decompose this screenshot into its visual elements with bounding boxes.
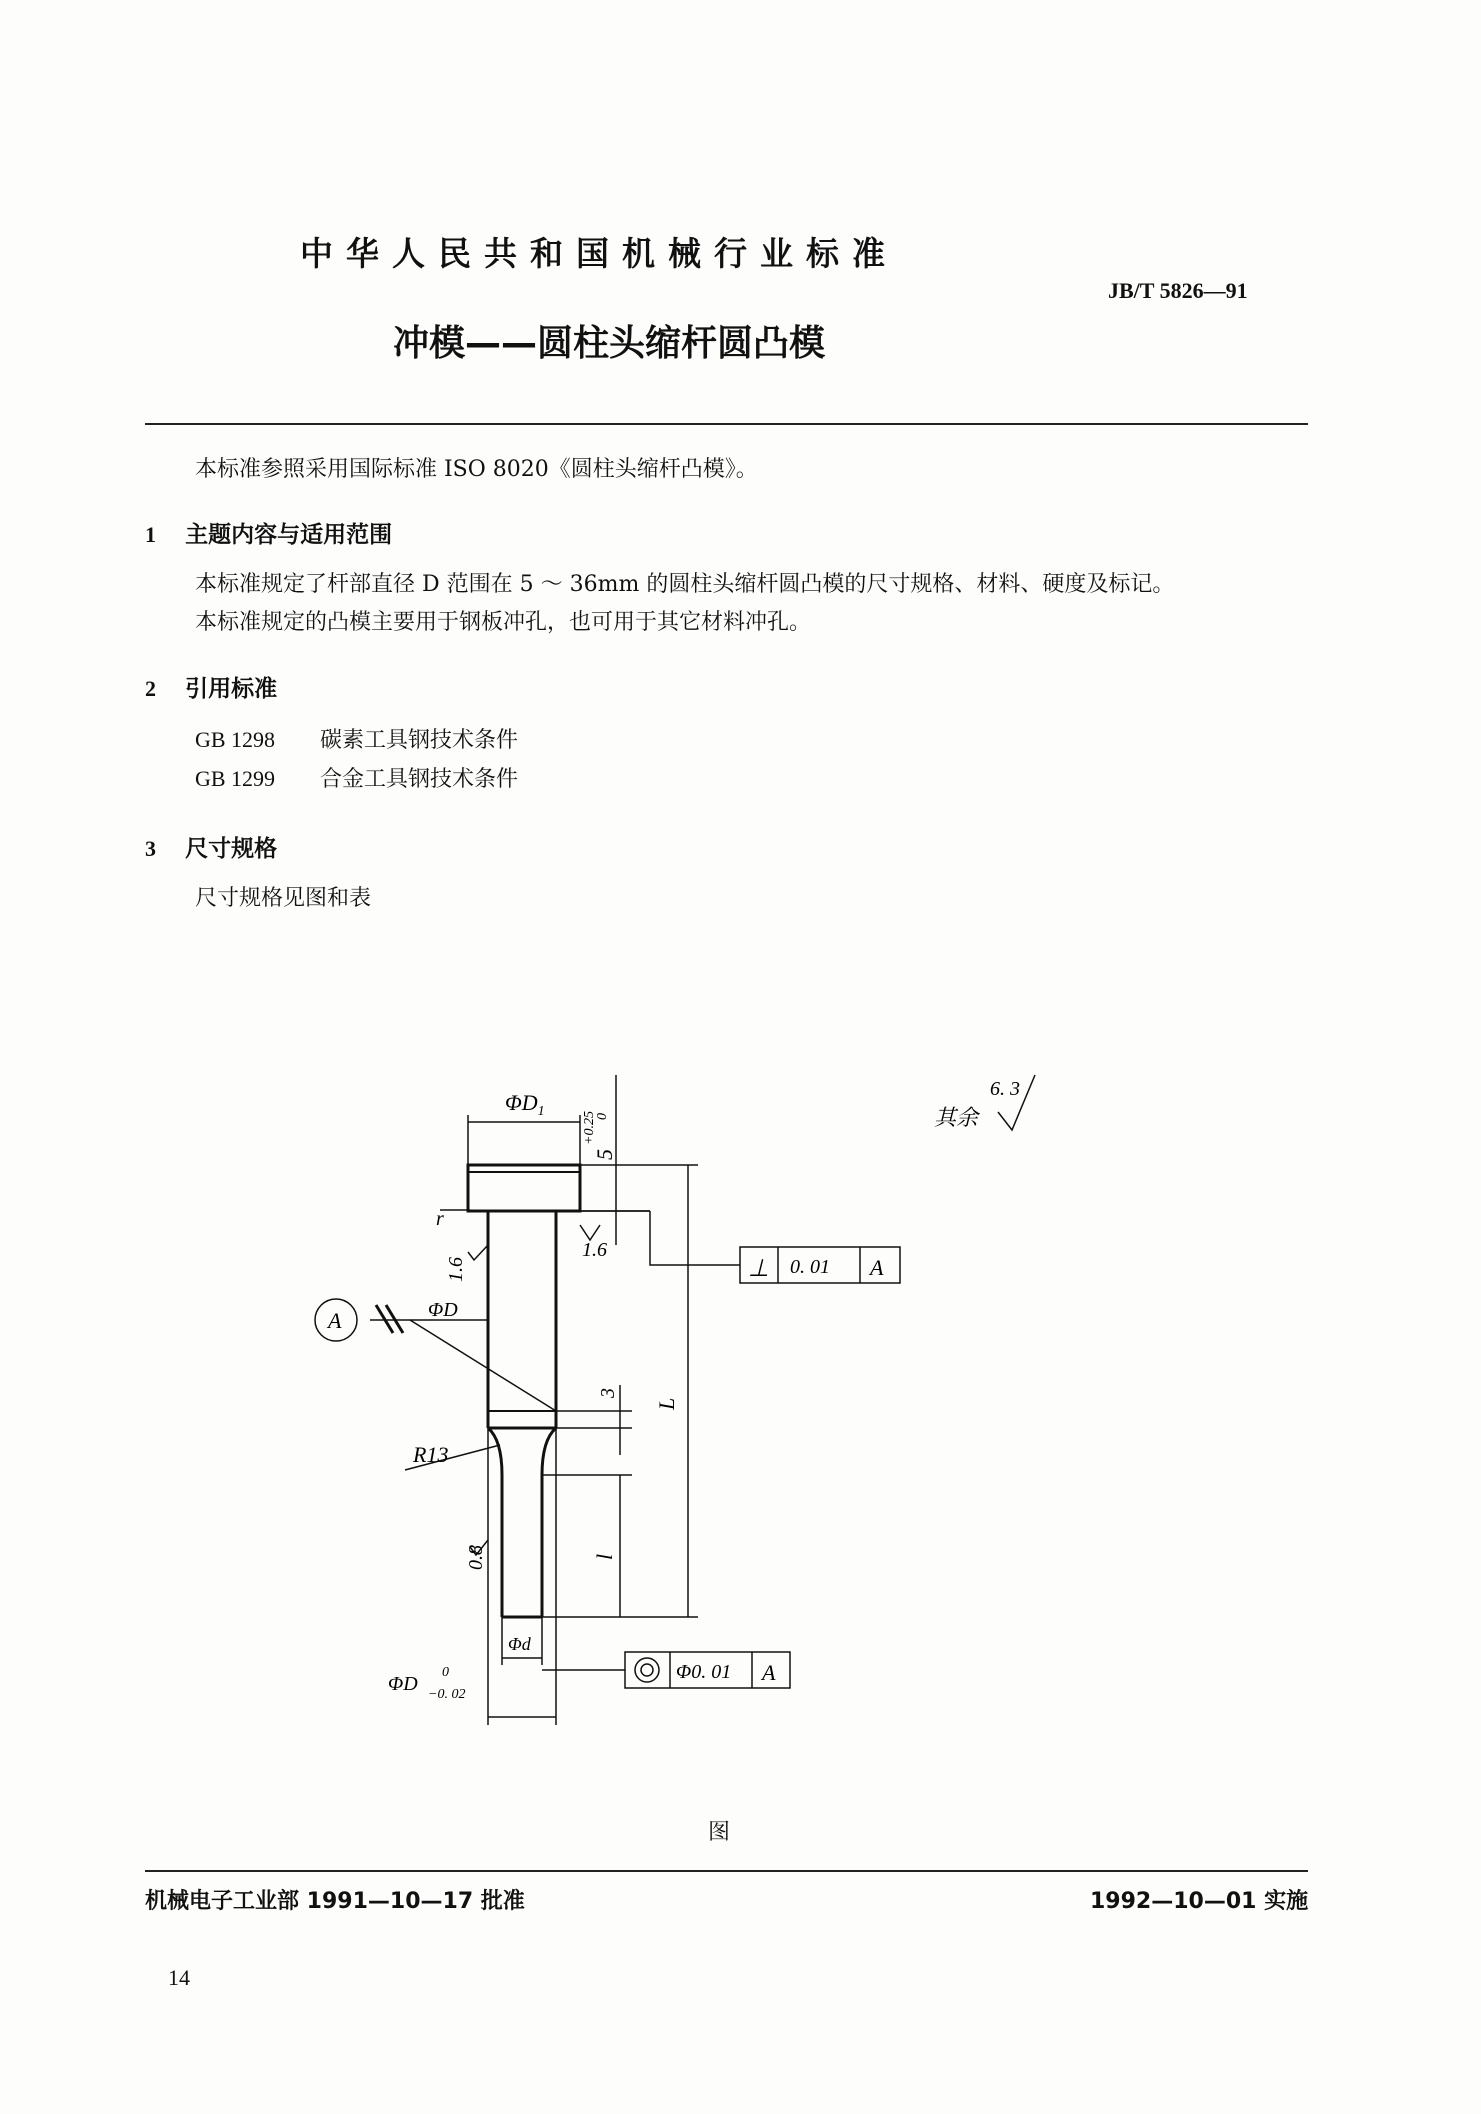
- label-bottom-tol-lower: −0. 02: [428, 1687, 466, 1702]
- r13-right-arc: [542, 1428, 556, 1475]
- roughness-symbol-right: [580, 1225, 600, 1240]
- concentricity-datum: A: [762, 1660, 776, 1685]
- section-3-paragraph: 尺寸规格见图和表: [195, 886, 372, 911]
- label-phi-d1: $\Phi D_1$: [505, 1090, 545, 1119]
- intro-paragraph: 本标准参照采用国际标准 ISO 8020《圆柱头缩杆凸模》。: [195, 457, 758, 482]
- perp-leader-b: [650, 1211, 740, 1265]
- label-rest: 其余: [934, 1105, 979, 1130]
- issuing-organization: 中华人民共和国机械行业标准: [300, 234, 898, 273]
- label-dim-l: l: [592, 1553, 617, 1560]
- standard-code: JB/T 5826—91: [1108, 278, 1248, 303]
- reference-code: GB 1299: [195, 766, 276, 791]
- label-head-tol-lower: 0: [595, 1113, 610, 1120]
- section-number: 2: [145, 676, 156, 701]
- label-roughness-tip: 0.8: [465, 1545, 487, 1570]
- reference-title: 碳素工具钢技术条件: [320, 728, 519, 753]
- page-number: 14: [168, 1965, 190, 1990]
- perpendicularity-icon: ⊥: [748, 1256, 769, 1282]
- reference-title: 合金工具钢技术条件: [320, 767, 519, 792]
- concentricity-outer-circle: [635, 1658, 659, 1682]
- section-1-paragraph-1: 本标准规定了杆部直径 D 范围在 5 ～ 36mm 的圆柱头缩杆圆凸模的尺寸规格、材料、硬度及标记。: [195, 572, 1175, 597]
- roughness-symbol-left: [468, 1245, 488, 1260]
- section-title: 主题内容与适用范围: [185, 522, 393, 548]
- label-bottom-tol-upper: 0: [442, 1665, 449, 1680]
- label-roughness-left: 1.6: [445, 1257, 467, 1282]
- datum-mark-1: [376, 1305, 393, 1333]
- footer-divider: [145, 1870, 1308, 1872]
- label-phi-d-bottom: ΦD: [388, 1673, 418, 1695]
- label-roughness-right: 1.6: [582, 1239, 607, 1261]
- reference-code: GB 1298: [195, 727, 276, 752]
- label-head-tol-upper: +0.25: [582, 1111, 597, 1145]
- section-number: 3: [145, 836, 156, 861]
- perpendicularity-datum: A: [870, 1255, 884, 1280]
- section-title: 引用标准: [185, 676, 278, 702]
- datum-mark-2: [386, 1305, 403, 1333]
- r13-left-arc: [488, 1428, 502, 1475]
- label-r13: R13: [413, 1442, 449, 1467]
- label-phi-d-mid: ΦD: [428, 1299, 458, 1321]
- section-1-paragraph-2: 本标准规定的凸模主要用于钢板冲孔，也可用于其它材料冲孔。: [195, 610, 812, 635]
- label-head-height: 5: [592, 1149, 617, 1160]
- figure-caption: 图: [708, 1820, 731, 1845]
- label-phi-d: Φd: [508, 1634, 531, 1654]
- label-r: r: [436, 1208, 444, 1230]
- concentricity-inner-circle: [641, 1664, 653, 1676]
- section-title: 尺寸规格: [185, 836, 278, 862]
- section-number: 1: [145, 522, 156, 547]
- label-rest-roughness: 6. 3: [990, 1078, 1020, 1100]
- label-dim-l-total: L: [654, 1397, 679, 1410]
- perpendicularity-value: 0. 01: [790, 1256, 830, 1278]
- datum-diagonal: [410, 1320, 556, 1411]
- label-dim-3: 3: [597, 1388, 619, 1398]
- concentricity-value: Φ0. 01: [676, 1661, 732, 1683]
- approval-statement: 机械电子工业部 1991—10—17 批准: [145, 1889, 525, 1914]
- document-title: 冲模——圆柱头缩杆圆凸模: [393, 323, 826, 364]
- label-datum-a: A: [328, 1308, 342, 1333]
- effective-date: 1992—10—01 实施: [1090, 1889, 1309, 1914]
